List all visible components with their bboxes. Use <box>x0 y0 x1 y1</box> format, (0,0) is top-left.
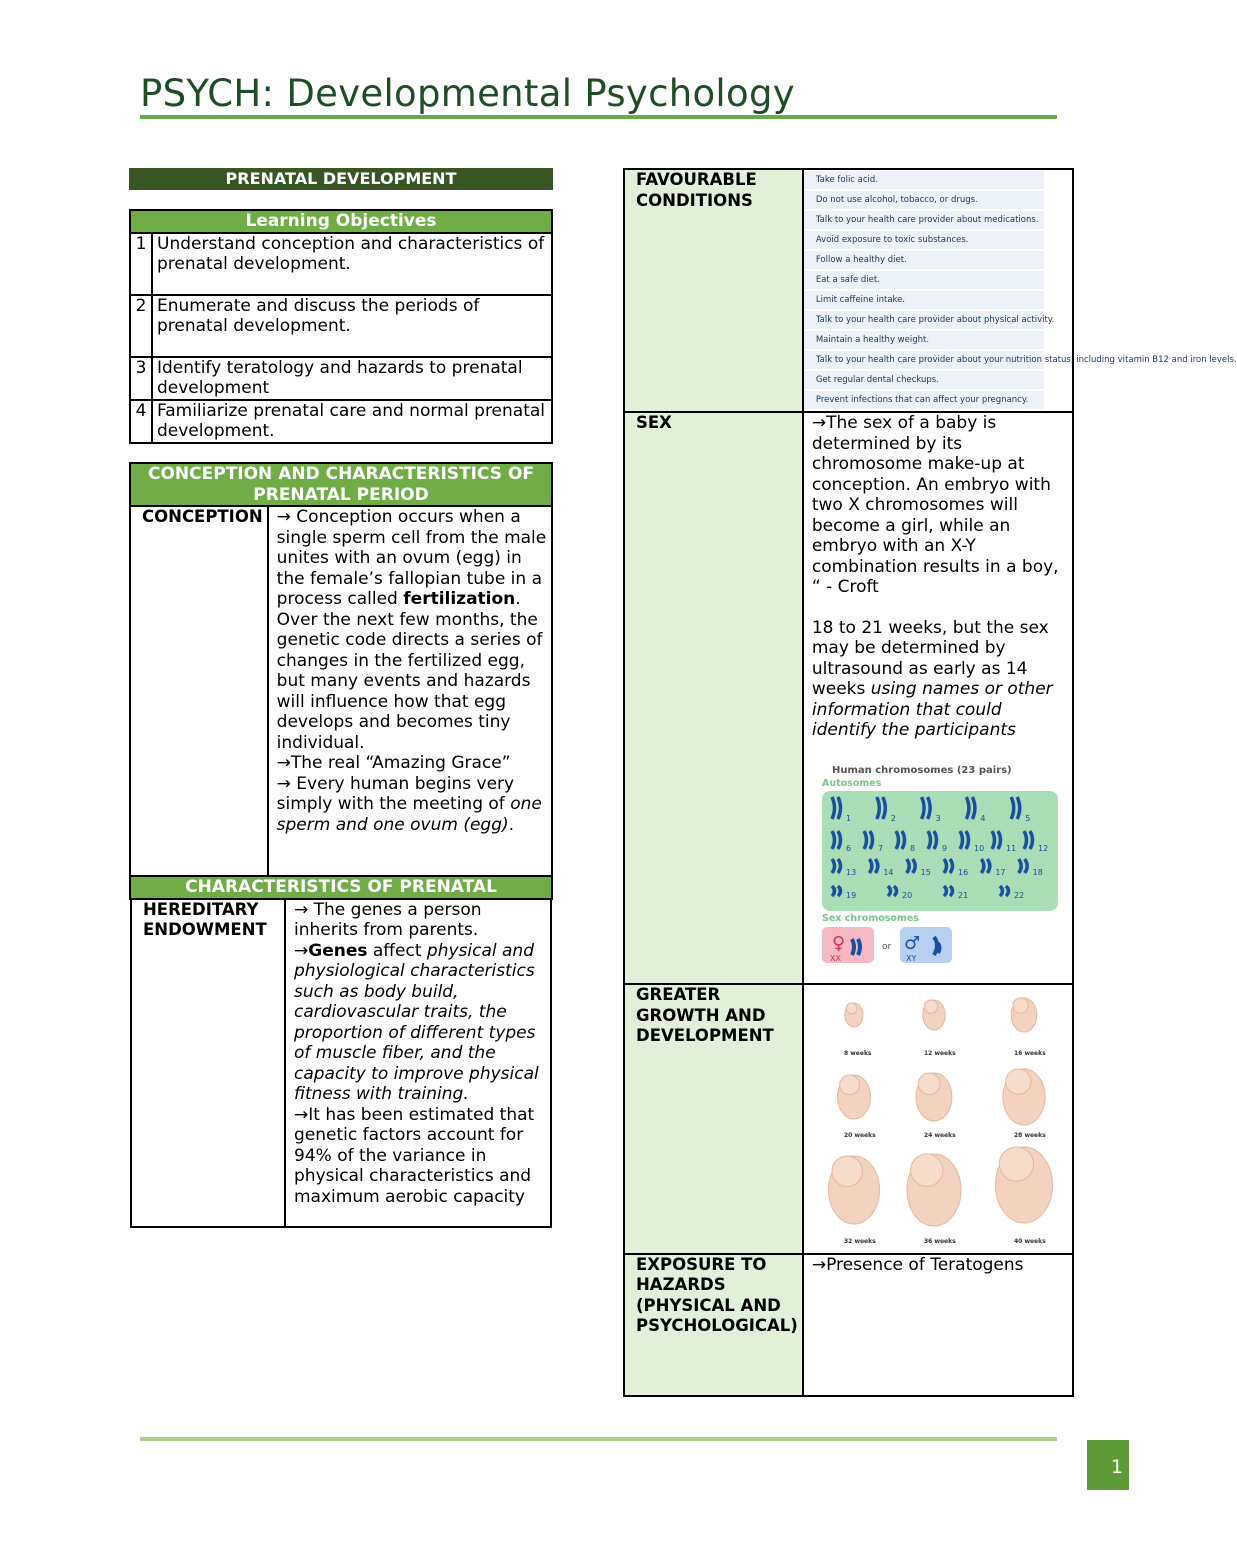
fetus-head-illustration <box>832 1156 863 1187</box>
chromosome-number: 13 <box>845 867 857 877</box>
table-row <box>624 984 1073 1254</box>
favourable-conditions-list <box>803 169 1237 412</box>
objective-number: 4 <box>130 400 152 443</box>
fertilization-term: fertilization <box>403 589 516 609</box>
objective-number: 3 <box>130 357 152 400</box>
chromosome-karyotype-figure <box>812 761 1062 971</box>
conception-text-part: . Over the next few months, the genetic code directs a series of changes in the fertilized egg, but many events and hazards will influence how that egg develops and becomes tiny individual. <box>276 589 543 753</box>
favourable-condition-item: Talk to your health care provider about physical activity. <box>804 311 1044 331</box>
chromosome-number: 10 <box>973 843 985 853</box>
table-row <box>130 295 552 357</box>
growth-caption: 28 weeks <box>1013 1132 1046 1139</box>
growth-caption: 36 weeks <box>923 1238 956 1245</box>
favourable-condition-item: Talk to your health care provider about medications. <box>804 211 1044 231</box>
chromosome-number: 5 <box>1025 813 1031 823</box>
objective-text-value: Understand conception and characteristics of prenatal development. <box>157 233 545 274</box>
genes-term: Genes <box>308 940 368 961</box>
hereditary-text-part: affect <box>367 940 427 961</box>
karyotype-title: Human chromosomes (23 pairs) <box>831 764 1012 776</box>
chromosome-number: 6 <box>845 843 851 853</box>
objective-text <box>152 233 552 295</box>
sex-text-part: 18 to 21 weeks, but the sex may be determined by ultrasound as early as 14 weeks <box>811 617 1049 699</box>
chromosome-number: 19 <box>845 890 857 900</box>
prenatal-development-banner: PRENATAL DEVELOPMENT <box>129 168 553 190</box>
fetus-head-illustration <box>918 1073 940 1095</box>
sex-label: SEX <box>624 412 803 984</box>
growth-caption: 32 weeks <box>843 1238 876 1245</box>
growth-caption: 24 weeks <box>923 1132 956 1139</box>
sex-paragraph-1: →The sex of a baby is determined by its chromosome make-up at conception. An embryo with two X chromosomes will become a girl, while an embryo with an X-Y combination results in a boy, “ - Croft <box>811 413 1059 597</box>
objective-number: 1 <box>130 233 152 295</box>
table-row <box>130 357 552 400</box>
growth-caption: 12 weeks <box>923 1050 956 1057</box>
or-label: or <box>881 941 892 952</box>
hereditary-text-part: → The genes a person inherits from parents. <box>294 899 482 940</box>
hereditary-text-part: →It has been estimated that genetic factors account for 94% of the variance in physical characteristics and maximum aerobic capacity <box>294 1104 535 1207</box>
chromosome-number: 1 <box>845 813 851 823</box>
table-row <box>624 169 1073 412</box>
sex-paragraph-2 <box>812 618 1068 741</box>
hereditary-subtable <box>130 900 552 1228</box>
fetus-head-illustration <box>1006 1069 1031 1094</box>
favourable-condition-item: Talk to your health care provider about your nutrition status, including vitamin B12 and iron levels. <box>804 351 1044 371</box>
fetus-head-illustration <box>999 1147 1033 1181</box>
conception-label: CONCEPTION <box>130 506 268 876</box>
chromosome-number: 14 <box>883 867 894 877</box>
table-row <box>130 899 552 1228</box>
learning-objectives-table <box>129 209 553 444</box>
conception-section-heading: CONCEPTION AND CHARACTERISTICS OF PRENATAL PERIOD <box>130 463 552 506</box>
hereditary-row <box>130 899 552 1228</box>
conception-table <box>129 462 553 1228</box>
growth-caption: 20 weeks <box>843 1132 876 1139</box>
conception-text-part: → Conception occurs when a single sperm cell from the male unites with an ovum (egg) in the female’s fallopian tube in a process called <box>276 507 547 609</box>
favourable-condition-item: Do not use alcohol, tobacco, or drugs. <box>804 191 1044 211</box>
fetus-head-illustration <box>910 1154 942 1186</box>
female-symbol-icon: ♀ <box>831 932 846 954</box>
fetus-head-illustration <box>846 1003 857 1014</box>
chromosome-number: 9 <box>941 843 947 853</box>
male-symbol-icon: ♂ <box>903 932 920 954</box>
fetus-head-illustration <box>840 1075 860 1095</box>
chromosome-number: 20 <box>901 890 913 900</box>
objective-text: Identify teratology and hazards to prenatal development <box>152 357 552 400</box>
chromosome-number: 17 <box>995 867 1006 877</box>
favourable-condition-item: Limit caffeine intake. <box>804 291 1044 311</box>
table-row <box>130 506 552 876</box>
sex-text-italic: using names or other information that could identify the participants <box>811 679 1053 740</box>
title-underline <box>140 115 1057 119</box>
fetal-growth-figure <box>804 985 1072 1247</box>
sex-chromosomes-label: Sex chromosomes <box>821 912 919 924</box>
table-row <box>130 233 552 295</box>
hereditary-label: HEREDITARY ENDOWMENT <box>131 900 285 1227</box>
chromosome-number: 11 <box>1005 843 1017 853</box>
chromosome-number: 3 <box>935 813 941 823</box>
favourable-condition-item: Avoid exposure to toxic substances. <box>804 231 1044 251</box>
hazards-label: EXPOSURE TO HAZARDS (PHYSICAL AND PSYCHOLOGICAL) <box>624 1254 803 1396</box>
chromosome-number: 4 <box>980 813 986 823</box>
xy-label: XY <box>905 953 917 963</box>
hereditary-text-italic: physical and physiological characteristics such as body build, cardiovascular traits, the proportion of different types of muscle fiber, and the capacity to improve physical fitness with training. <box>294 940 539 1104</box>
favourable-list-image <box>804 170 1237 411</box>
chromosome-number: 15 <box>920 867 931 877</box>
conception-text-part: → Every human begins very simply with the meeting of <box>276 773 515 814</box>
conception-text-part: →The real “Amazing Grace” <box>276 753 511 773</box>
chromosome-number: 7 <box>877 843 883 853</box>
footer-rule <box>140 1437 1057 1441</box>
chromosome-number: 12 <box>1037 843 1049 853</box>
conception-text-part: . <box>508 814 515 835</box>
xx-label: XX <box>829 953 841 963</box>
chromosome-number: 2 <box>890 813 896 823</box>
favourable-condition-item: Follow a healthy diet. <box>804 251 1044 271</box>
favourable-condition-item: Prevent infections that can affect your pregnancy. <box>804 391 1044 411</box>
page-number: 1 <box>1087 1440 1129 1490</box>
favourable-condition-item: Maintain a healthy weight. <box>804 331 1044 351</box>
table-row <box>624 1254 1073 1396</box>
growth-caption: 16 weeks <box>1013 1050 1046 1057</box>
conditions-table <box>623 168 1237 1397</box>
chromosome-number: 16 <box>957 867 969 877</box>
table-row <box>130 400 552 443</box>
conception-text <box>268 506 552 876</box>
favourable-condition-item: Eat a safe diet. <box>804 271 1044 291</box>
conception-text-italic: one sperm and one ovum (egg) <box>276 794 542 835</box>
chromosome-number: 22 <box>1013 890 1025 900</box>
chromosome-number: 8 <box>909 843 915 853</box>
growth-caption: 40 weeks <box>1013 1238 1046 1245</box>
favourable-conditions-label: FAVOURABLE CONDITIONS <box>624 169 803 412</box>
characteristics-heading: CHARACTERISTICS OF PRENATAL <box>130 876 552 899</box>
page-title: PSYCH: Developmental Psychology <box>140 72 795 115</box>
fetus-head-illustration <box>924 1000 938 1014</box>
sex-text <box>803 412 1073 984</box>
chromosome-number: 21 <box>957 890 969 900</box>
objective-text: Familiarize prenatal care and normal prenatal development. <box>152 400 552 443</box>
hereditary-text-part: → <box>294 940 309 961</box>
growth-figure-cell <box>803 984 1073 1254</box>
hazards-text: →Presence of Teratogens <box>803 1254 1073 1396</box>
favourable-condition-item: Get regular dental checkups. <box>804 371 1044 391</box>
hereditary-text <box>285 900 551 1227</box>
objective-text: Enumerate and discuss the periods of prenatal development. <box>152 295 552 357</box>
growth-caption: 8 weeks <box>843 1050 872 1057</box>
growth-label: GREATER GROWTH AND DEVELOPMENT <box>624 984 803 1254</box>
fetus-head-illustration <box>1013 998 1028 1013</box>
table-row <box>624 412 1073 984</box>
autosomes-label: Autosomes <box>821 777 882 789</box>
favourable-condition-item: Take folic acid. <box>804 171 1044 191</box>
chromosome-number: 18 <box>1032 867 1043 877</box>
learning-objectives-heading: Learning Objectives <box>130 210 552 233</box>
objective-number: 2 <box>130 295 152 357</box>
